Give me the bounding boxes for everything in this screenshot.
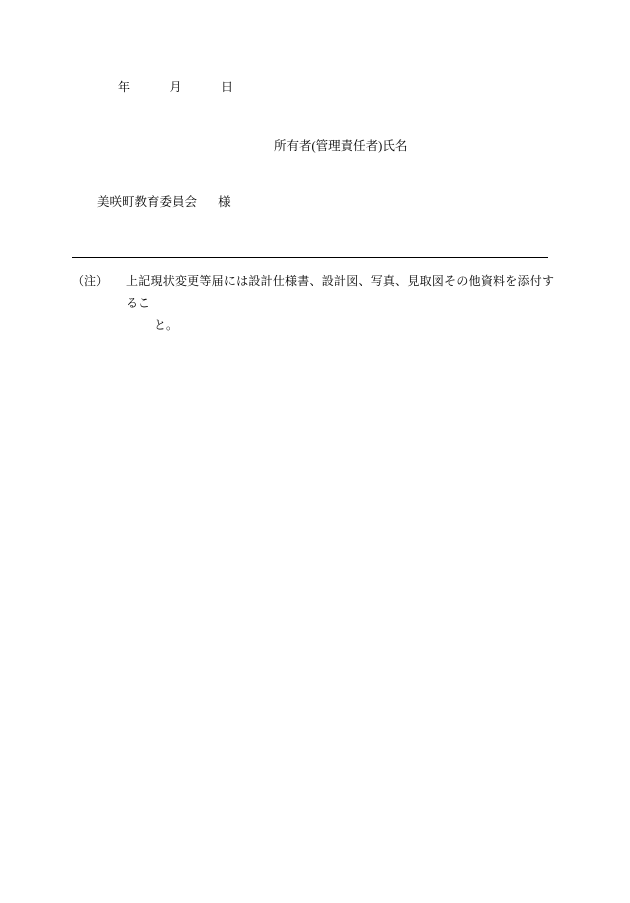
year-label: 年 bbox=[118, 80, 131, 94]
addressee-name: 美咲町教育委員会 bbox=[97, 195, 198, 209]
note-text-line-2: と。 bbox=[154, 318, 179, 333]
month-label: 月 bbox=[169, 80, 183, 94]
owner-signature-label: 所有者(管理責任者)氏名 bbox=[274, 139, 408, 153]
note-text-line-1: 上記現状変更等届には設計仕様書、設計図、写真、見取図その他資料を添付するこ bbox=[126, 274, 554, 311]
addressee-honorific: 様 bbox=[218, 195, 231, 209]
addressee-line bbox=[97, 192, 231, 210]
note-block bbox=[72, 270, 554, 337]
note-label: （注） bbox=[72, 274, 109, 288]
horizontal-rule bbox=[72, 257, 548, 258]
day-label: 日 bbox=[221, 80, 234, 94]
date-line bbox=[118, 78, 234, 95]
